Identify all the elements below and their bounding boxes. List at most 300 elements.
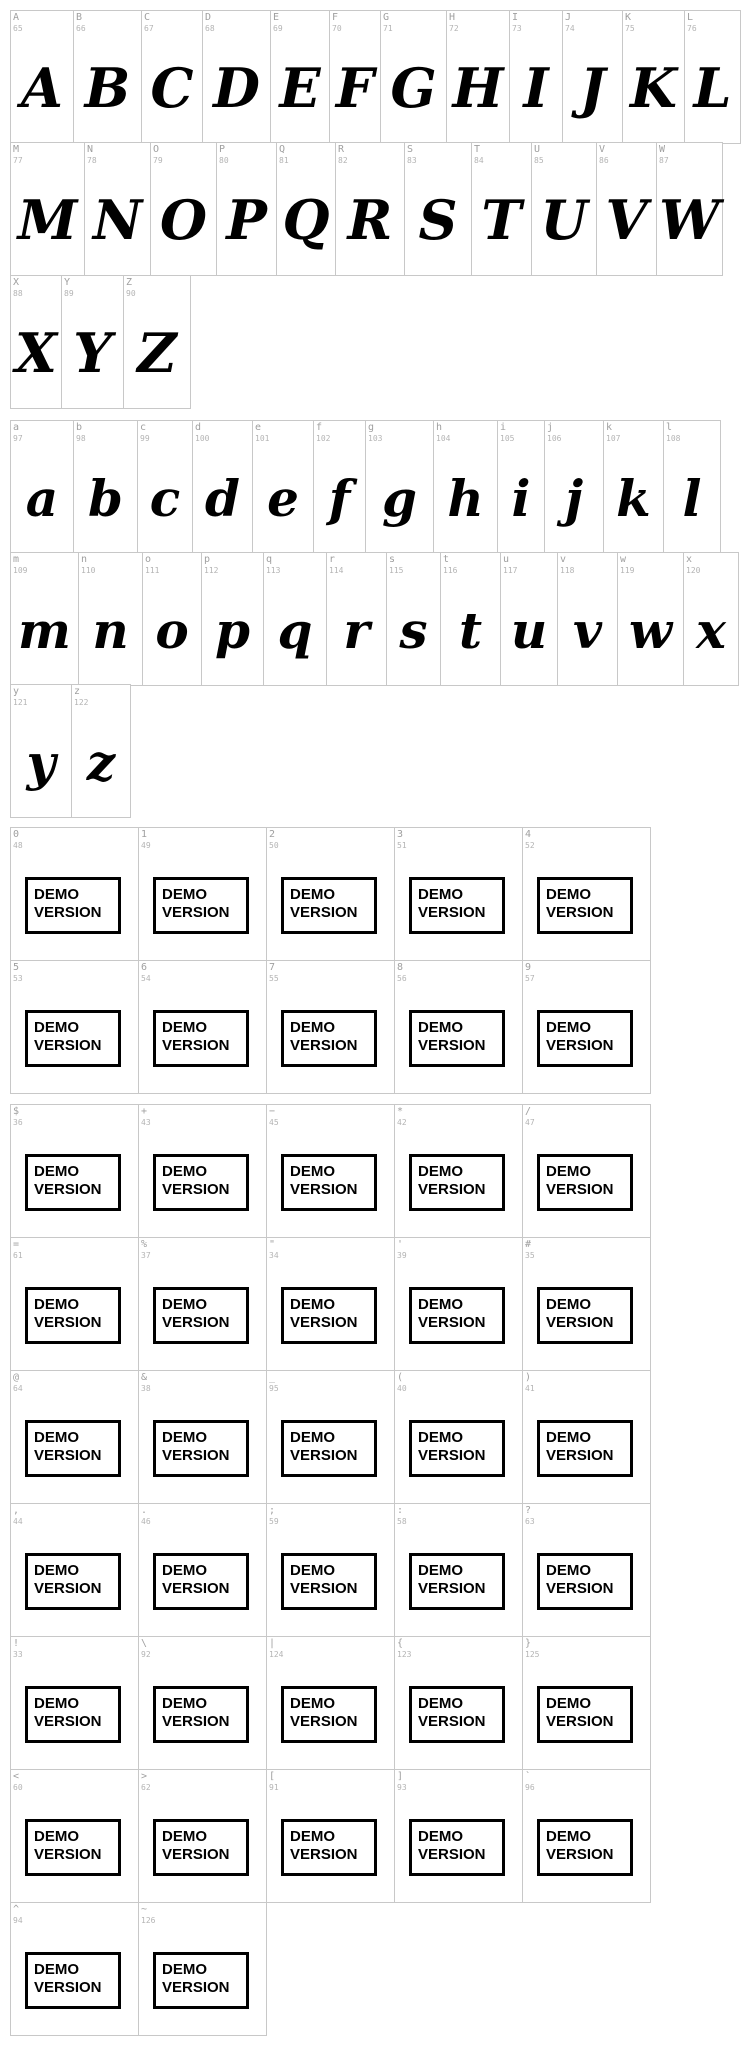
glyph-char-label: \ [141,1638,148,1649]
glyph-cell [394,960,523,1094]
glyph-cell [335,142,405,276]
demo-version-text: VERSION [546,1181,614,1198]
glyph-code-label: 90 [126,289,136,298]
glyph-cell [500,552,558,686]
glyph-char-label: A [13,12,20,23]
demo-version-text: VERSION [418,1181,486,1198]
glyph-cell [557,552,618,686]
glyph-char-label: c [140,422,147,433]
glyph-cell [61,275,124,409]
glyph-preview: o [155,600,189,660]
glyph-code-label: 59 [269,1517,279,1526]
glyph-char-label: ; [269,1505,276,1516]
demo-version-text: DEMO [162,1163,207,1180]
glyph-cell [266,1104,395,1238]
glyph-char-label: u [503,554,510,565]
demo-version-text: DEMO [546,1695,591,1712]
glyph-char-label: ! [13,1638,20,1649]
glyph-code-label: 93 [397,1783,407,1792]
glyph-cell [603,420,664,554]
glyph-code-label: 66 [76,24,86,33]
glyph-preview: e [267,468,299,528]
glyph-cell [522,1636,651,1770]
demo-version-text: DEMO [290,1828,335,1845]
glyph-char-label: I [512,12,519,23]
glyph-cell [596,142,657,276]
demo-version-box [537,1287,633,1344]
glyph-code-label: 98 [76,434,86,443]
glyph-code-label: 124 [269,1650,284,1659]
glyph-preview: W [659,188,720,252]
glyph-cell [202,10,271,144]
glyph-code-label: 121 [13,698,28,707]
glyph-code-label: 51 [397,841,407,850]
glyph-cell [10,275,62,409]
glyph-cell [394,1503,523,1637]
glyph-code-label: 42 [397,1118,407,1127]
demo-version-text: VERSION [290,1037,358,1054]
demo-version-text: DEMO [34,1828,79,1845]
glyph-char-label: C [144,12,151,23]
glyph-code-label: 39 [397,1251,407,1260]
demo-version-text: DEMO [162,886,207,903]
glyph-char-label: ~ [141,1904,148,1915]
glyph-char-label: V [599,144,606,155]
glyph-cell [137,420,193,554]
glyph-cell [622,10,685,144]
demo-version-text: VERSION [290,1580,358,1597]
glyph-preview: U [540,188,588,252]
glyph-code-label: 111 [145,566,160,575]
glyph-code-label: 41 [525,1384,535,1393]
glyph-cell [10,1237,139,1371]
demo-version-text: DEMO [546,1019,591,1036]
glyph-code-label: 92 [141,1650,151,1659]
demo-version-box [537,1420,633,1477]
demo-version-text: DEMO [34,1296,79,1313]
glyph-cell [433,420,498,554]
glyph-char-label: 0 [13,829,20,840]
demo-version-text: DEMO [34,1961,79,1978]
glyph-cell [84,142,151,276]
demo-version-box [25,1952,121,2009]
glyph-code-label: 125 [525,1650,540,1659]
glyph-char-label: < [13,1771,20,1782]
demo-version-text: VERSION [34,1979,102,1996]
glyph-preview: s [399,600,428,660]
demo-version-text: VERSION [290,1314,358,1331]
glyph-preview: F [335,56,375,120]
glyph-code-label: 94 [13,1916,23,1925]
glyph-cell [509,10,563,144]
glyph-code-label: 89 [64,289,74,298]
demo-version-box [153,1553,249,1610]
glyph-cell [71,684,131,818]
demo-version-box [153,1819,249,1876]
demo-version-text: DEMO [546,1296,591,1313]
glyph-char-label: @ [13,1372,20,1383]
glyph-char-label: L [687,12,694,23]
glyph-preview: a [25,468,59,528]
demo-version-box [537,1010,633,1067]
glyph-cell [497,420,545,554]
glyph-code-label: 60 [13,1783,23,1792]
glyph-cell [617,552,684,686]
demo-version-text: VERSION [418,1846,486,1863]
glyph-cell [471,142,532,276]
demo-version-text: DEMO [162,1961,207,1978]
demo-version-text: VERSION [34,1181,102,1198]
glyph-cell [266,1237,395,1371]
glyph-code-label: 78 [87,156,97,165]
glyph-cell [522,960,651,1094]
demo-version-box [281,1154,377,1211]
glyph-preview: q [277,600,313,660]
glyph-code-label: 76 [687,24,697,33]
glyph-preview: R [347,188,393,252]
glyph-char-label: r [329,554,336,565]
glyph-preview: z [86,732,116,792]
glyph-preview: t [458,600,483,660]
glyph-code-label: 72 [449,24,459,33]
glyph-char-label: & [141,1372,148,1383]
glyph-code-label: 123 [397,1650,412,1659]
glyph-cell [394,1104,523,1238]
glyph-cell [394,1237,523,1371]
demo-version-text: VERSION [34,1037,102,1054]
glyph-char-label: f [316,422,323,433]
glyph-char-label: X [13,277,20,288]
demo-version-box [25,877,121,934]
glyph-cell [544,420,604,554]
glyph-code-label: 63 [525,1517,535,1526]
demo-version-text: DEMO [290,1562,335,1579]
glyph-code-label: 109 [13,566,28,575]
glyph-char-label: l [666,422,673,433]
demo-version-box [409,1287,505,1344]
demo-version-box [281,1819,377,1876]
demo-version-text: DEMO [418,1163,463,1180]
glyph-code-label: 46 [141,1517,151,1526]
glyph-code-label: 69 [273,24,283,33]
demo-version-text: VERSION [34,1713,102,1730]
glyph-char-label: U [534,144,541,155]
glyph-code-label: 86 [599,156,609,165]
demo-version-box [281,1010,377,1067]
demo-version-text: DEMO [162,1562,207,1579]
glyph-char-label: R [338,144,345,155]
glyph-code-label: 122 [74,698,89,707]
demo-version-box [25,1287,121,1344]
glyph-cell [266,1370,395,1504]
demo-version-box [537,1553,633,1610]
glyph-code-label: 116 [443,566,458,575]
demo-version-text: VERSION [546,1314,614,1331]
glyph-cell [380,10,447,144]
glyph-code-label: 40 [397,1384,407,1393]
demo-version-text: VERSION [162,1580,230,1597]
glyph-char-label: m [13,554,20,565]
glyph-code-label: 103 [368,434,383,443]
demo-version-text: DEMO [162,1828,207,1845]
glyph-char-label: N [87,144,94,155]
glyph-cell [10,552,79,686]
glyph-code-label: 81 [279,156,289,165]
glyph-char-label: v [560,554,567,565]
demo-version-text: VERSION [162,1181,230,1198]
glyph-code-label: 64 [13,1384,23,1393]
glyph-cell [10,960,139,1094]
glyph-char-label: > [141,1771,148,1782]
demo-version-text: VERSION [418,1580,486,1597]
glyph-char-label: : [397,1505,404,1516]
demo-version-box [25,1154,121,1211]
glyph-code-label: 96 [525,1783,535,1792]
glyph-char-label: ' [397,1239,404,1250]
demo-version-box [25,1686,121,1743]
glyph-cell [522,1769,651,1903]
glyph-code-label: 48 [13,841,23,850]
demo-version-box [25,1819,121,1876]
demo-version-text: DEMO [546,1562,591,1579]
glyph-preview: p [215,600,250,660]
glyph-preview: y [26,732,56,792]
demo-version-text: VERSION [34,1580,102,1597]
glyph-char-label: + [141,1106,148,1117]
glyph-preview: n [92,600,129,660]
demo-version-box [153,1154,249,1211]
glyph-cell [201,552,264,686]
glyph-cell [192,420,253,554]
demo-version-text: VERSION [162,1979,230,1996]
demo-version-text: DEMO [34,1163,79,1180]
glyph-char-label: k [606,422,613,433]
glyph-preview: w [628,600,673,660]
glyph-preview: u [510,600,548,660]
glyph-char-label: S [407,144,414,155]
demo-version-box [537,1819,633,1876]
glyph-preview: i [511,468,531,528]
glyph-cell [266,1769,395,1903]
glyph-char-label: M [13,144,20,155]
glyph-char-label: t [443,554,450,565]
glyph-code-label: 54 [141,974,151,983]
glyph-cell [522,1104,651,1238]
glyph-preview: Y [73,321,112,385]
demo-version-box [281,1686,377,1743]
glyph-cell [73,10,142,144]
glyph-char-label: = [13,1239,20,1250]
demo-version-text: DEMO [290,1695,335,1712]
glyph-code-label: 61 [13,1251,23,1260]
demo-version-text: VERSION [162,1037,230,1054]
glyph-cell [329,10,381,144]
glyph-char-label: 5 [13,962,20,973]
glyph-preview: l [682,468,702,528]
glyph-cell [656,142,723,276]
demo-version-text: VERSION [546,1037,614,1054]
glyph-code-label: 56 [397,974,407,983]
demo-version-box [537,1686,633,1743]
glyph-code-label: 126 [141,1916,156,1925]
demo-version-box [409,1154,505,1211]
glyph-char-label: G [383,12,390,23]
demo-version-box [281,877,377,934]
demo-version-box [537,877,633,934]
glyph-cell [531,142,597,276]
glyph-preview: P [226,188,267,252]
glyph-code-label: 73 [512,24,522,33]
demo-version-text: DEMO [418,1019,463,1036]
glyph-code-label: 114 [329,566,344,575]
demo-version-text: DEMO [418,1429,463,1446]
glyph-char-label: 1 [141,829,148,840]
demo-version-text: DEMO [546,1163,591,1180]
glyph-cell [10,1370,139,1504]
glyph-char-label: 8 [397,962,404,973]
demo-version-box [281,1420,377,1477]
glyph-code-label: 83 [407,156,417,165]
demo-version-box [153,1010,249,1067]
glyph-code-label: 68 [205,24,215,33]
demo-version-text: DEMO [418,1695,463,1712]
demo-version-text: VERSION [162,1846,230,1863]
demo-version-text: VERSION [34,1846,102,1863]
glyph-char-label: [ [269,1771,276,1782]
demo-version-text: DEMO [290,1019,335,1036]
glyph-char-label: q [266,554,273,565]
glyph-cell [683,552,739,686]
glyph-preview: h [447,468,484,528]
glyph-preview: N [92,188,143,252]
glyph-code-label: 118 [560,566,575,575]
demo-version-text: VERSION [162,1447,230,1464]
glyph-char-label: K [625,12,632,23]
glyph-cell [266,960,395,1094]
glyph-char-label: d [195,422,202,433]
demo-version-text: VERSION [546,904,614,921]
demo-version-text: DEMO [34,1695,79,1712]
demo-version-text: VERSION [418,1447,486,1464]
glyph-preview: Z [137,321,177,385]
demo-version-box [409,1686,505,1743]
glyph-code-label: 35 [525,1251,535,1260]
glyph-cell [522,1237,651,1371]
glyph-preview: L [693,56,732,120]
demo-version-text: VERSION [34,904,102,921]
glyph-char-label: p [204,554,211,565]
glyph-code-label: 115 [389,566,404,575]
glyph-char-label: F [332,12,339,23]
glyph-char-label: Z [126,277,133,288]
glyph-preview: v [572,600,603,660]
glyph-char-label: ) [525,1372,532,1383]
glyph-code-label: 70 [332,24,342,33]
glyph-char-label: Q [279,144,286,155]
glyph-char-label: x [686,554,693,565]
glyph-cell [10,1104,139,1238]
glyph-preview: g [382,468,417,528]
glyph-cell [522,1370,651,1504]
demo-version-text: DEMO [34,1562,79,1579]
glyph-char-label: { [397,1638,404,1649]
glyph-preview: C [150,56,194,120]
demo-version-text: DEMO [34,1429,79,1446]
glyph-cell [10,1636,139,1770]
demo-version-box [153,1420,249,1477]
glyph-preview: c [149,468,181,528]
glyph-char-label: } [525,1638,532,1649]
glyph-cell [10,10,74,144]
demo-version-text: DEMO [162,1695,207,1712]
glyph-cell [123,275,191,409]
glyph-cell [141,10,203,144]
glyph-code-label: 106 [547,434,562,443]
demo-version-box [25,1010,121,1067]
glyph-code-label: 74 [565,24,575,33]
demo-version-text: VERSION [418,1037,486,1054]
glyph-code-label: 120 [686,566,701,575]
demo-version-text: VERSION [546,1580,614,1597]
glyph-cell [386,552,441,686]
glyph-char-label: T [474,144,481,155]
glyph-char-label: j [547,422,554,433]
glyph-cell [522,1503,651,1637]
glyph-char-label: ( [397,1372,404,1383]
demo-version-text: DEMO [546,886,591,903]
glyph-preview: k [616,468,651,528]
glyph-code-label: 79 [153,156,163,165]
demo-version-text: VERSION [418,1713,486,1730]
glyph-cell [394,1370,523,1504]
glyph-code-label: 57 [525,974,535,983]
glyph-preview: E [279,56,321,120]
demo-version-text: DEMO [546,1828,591,1845]
glyph-preview: d [205,468,240,528]
glyph-char-label: . [141,1505,148,1516]
glyph-char-label: ` [525,1771,532,1782]
glyph-char-label: h [436,422,443,433]
glyph-preview: J [579,56,606,120]
glyph-cell [10,1902,139,2036]
glyph-preview: I [523,56,549,120]
glyph-preview: x [696,600,726,660]
demo-version-text: VERSION [290,1846,358,1863]
demo-version-text: DEMO [290,1429,335,1446]
glyph-code-label: 33 [13,1650,23,1659]
glyph-preview: T [481,188,522,252]
demo-version-text: DEMO [418,1296,463,1313]
glyph-preview: B [84,56,131,120]
glyph-cell [142,552,202,686]
demo-version-text: DEMO [418,1828,463,1845]
glyph-char-label: O [153,144,160,155]
glyph-char-label: / [525,1106,532,1117]
glyph-code-label: 84 [474,156,484,165]
glyph-preview: S [418,188,458,252]
demo-version-box [25,1553,121,1610]
glyph-char-label: 9 [525,962,532,973]
glyph-code-label: 119 [620,566,635,575]
glyph-preview: Q [282,188,330,252]
glyph-cell [263,552,327,686]
demo-version-box [409,1819,505,1876]
glyph-preview: V [605,188,648,252]
demo-version-text: DEMO [546,1429,591,1446]
demo-version-box [281,1287,377,1344]
glyph-code-label: 71 [383,24,393,33]
glyph-code-label: 107 [606,434,621,443]
